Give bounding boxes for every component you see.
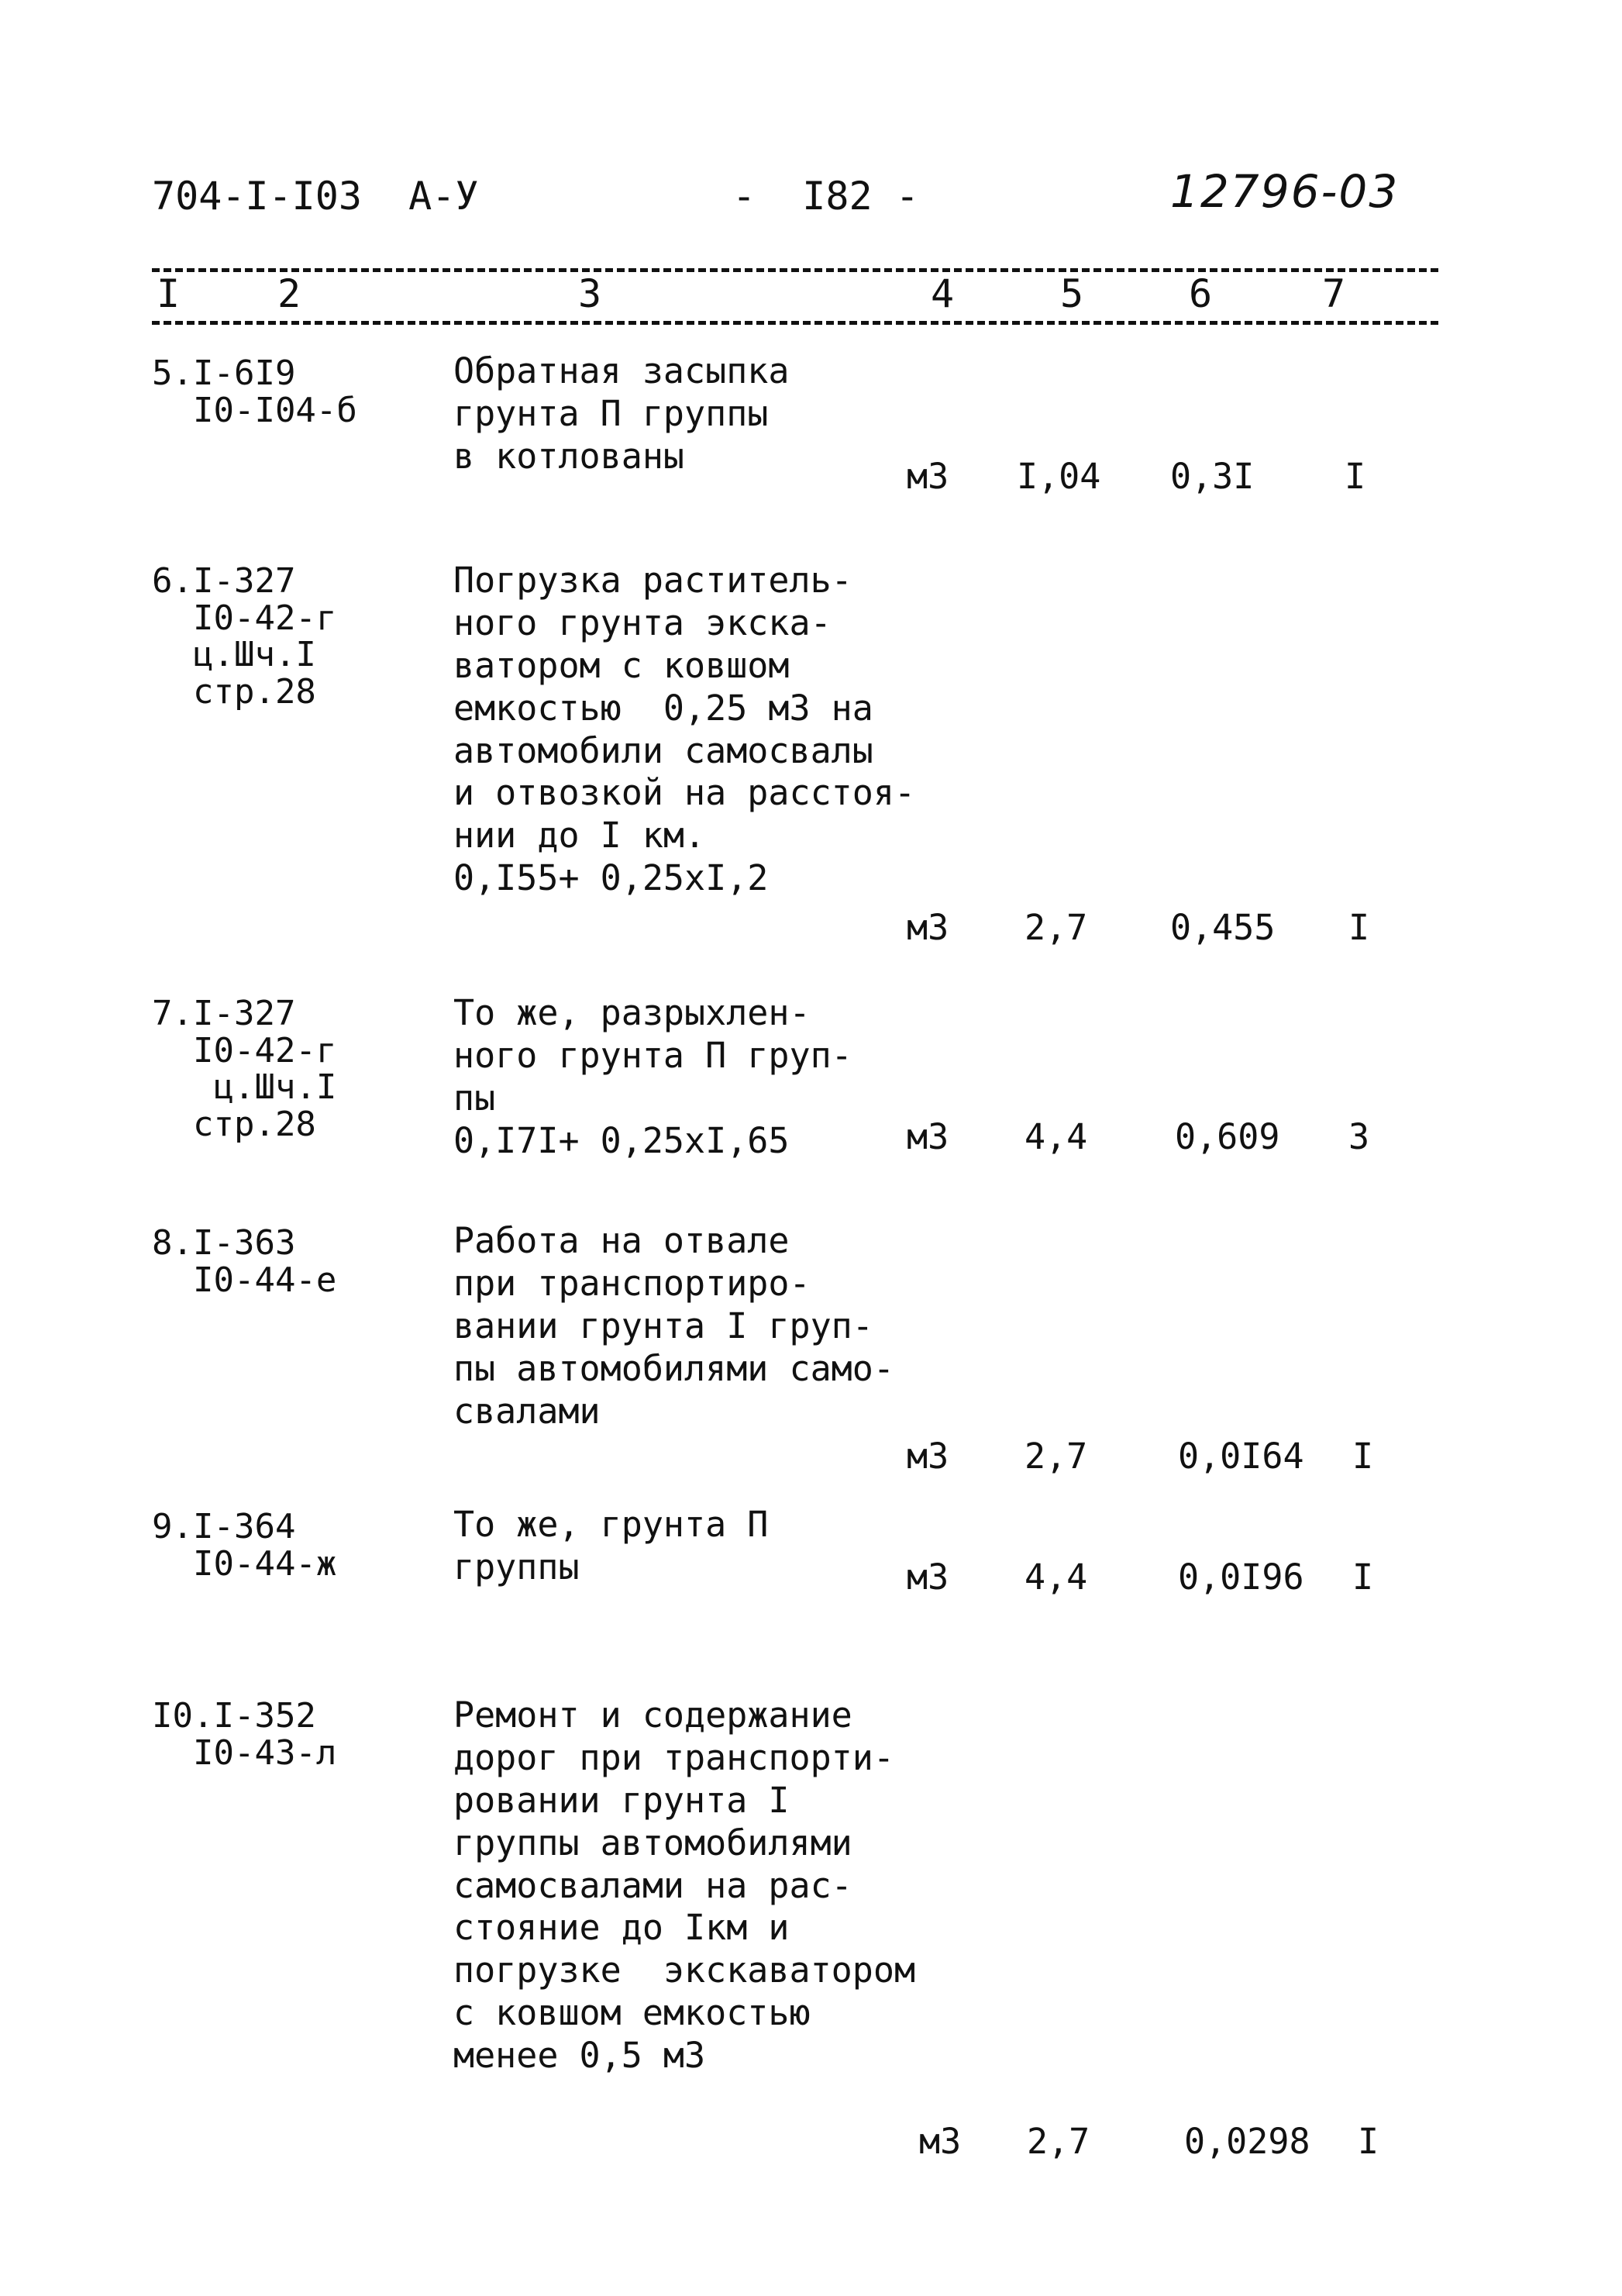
row-norm: 0,455 — [1170, 907, 1276, 948]
row-unit: м3 — [907, 1557, 949, 1598]
row-category: I — [1352, 1436, 1374, 1477]
column-number-3: 3 — [573, 274, 606, 313]
row-description: Погрузка раститель- ного грунта экска- ватором с ковшом емкостью 0,25 м3 на автомобили самосвалы и отвозкой на расстоя- нии до I км. 0,I55+ 0,25хI,2 — [453, 560, 916, 899]
page-number: - I82 - — [732, 174, 919, 219]
row-norm: 0,0I64 — [1178, 1436, 1304, 1477]
row-norm: 0,0298 — [1184, 2121, 1310, 2162]
row-quantity: 2,7 — [1025, 907, 1088, 948]
row-category: I — [1358, 2121, 1379, 2162]
row-unit: м3 — [907, 1116, 949, 1157]
row-description: Работа на отвале при транспортиро- вании грунта I груп- пы автомобилями само- свалами — [453, 1220, 894, 1432]
column-number-2: 2 — [273, 274, 305, 313]
row-norm: 0,609 — [1175, 1116, 1280, 1157]
column-number-5: 5 — [1056, 274, 1088, 313]
row-category: I — [1348, 907, 1370, 948]
row-unit: м3 — [919, 2121, 962, 2162]
header-rule-top — [152, 268, 1438, 272]
row-description: Ремонт и содержание дорог при транспорти- ровании грунта I группы автомобилями самосвалами на рас- стояние до Iкм и погрузке экскаватором с ковшом емкостью менее 0,5 м3 — [453, 1694, 916, 2077]
column-number-4: 4 — [926, 274, 959, 313]
row-code: 5.I-6I9 I0-I04-б — [152, 353, 357, 430]
row-norm: 0,0I96 — [1178, 1557, 1304, 1598]
row-quantity: 4,4 — [1025, 1116, 1088, 1157]
row-category: I — [1352, 1557, 1374, 1598]
row-description: Обратная засыпка грунта П группы в котлованы — [453, 350, 790, 477]
column-number-7: 7 — [1317, 274, 1350, 313]
row-code: 6.I-327 I0-42-г ц.Шч.I стр.28 — [152, 561, 337, 712]
row-code: I0.I-352 I0-43-л — [152, 1696, 337, 1773]
row-quantity: I,04 — [1017, 456, 1101, 497]
row-code: 8.I-363 I0-44-е — [152, 1223, 337, 1300]
row-unit: м3 — [907, 456, 949, 497]
row-quantity: 2,7 — [1025, 1436, 1088, 1477]
doc-code: 704-I-I03 А-У — [152, 174, 479, 219]
row-quantity: 4,4 — [1025, 1557, 1088, 1598]
row-unit: м3 — [907, 907, 949, 948]
column-number-6: 6 — [1184, 274, 1217, 313]
header-rule-bottom — [152, 321, 1438, 325]
row-code: 7.I-327 I0-42-г ц.Шч.I стр.28 — [152, 994, 337, 1144]
row-description: То же, разрыхлен- ного грунта П груп- пы 0,I7I+ 0,25хI,65 — [453, 992, 852, 1161]
archive-number: 12796-03 — [1170, 165, 1400, 218]
column-number-1: I — [152, 274, 184, 313]
row-code: 9.I-364 I0-44-ж — [152, 1507, 337, 1584]
row-category: 3 — [1348, 1116, 1370, 1157]
row-norm: 0,3I — [1170, 456, 1255, 497]
row-quantity: 2,7 — [1027, 2121, 1090, 2162]
row-unit: м3 — [907, 1436, 949, 1477]
row-description: То же, грунта П группы — [453, 1504, 769, 1588]
row-category: I — [1345, 456, 1366, 497]
